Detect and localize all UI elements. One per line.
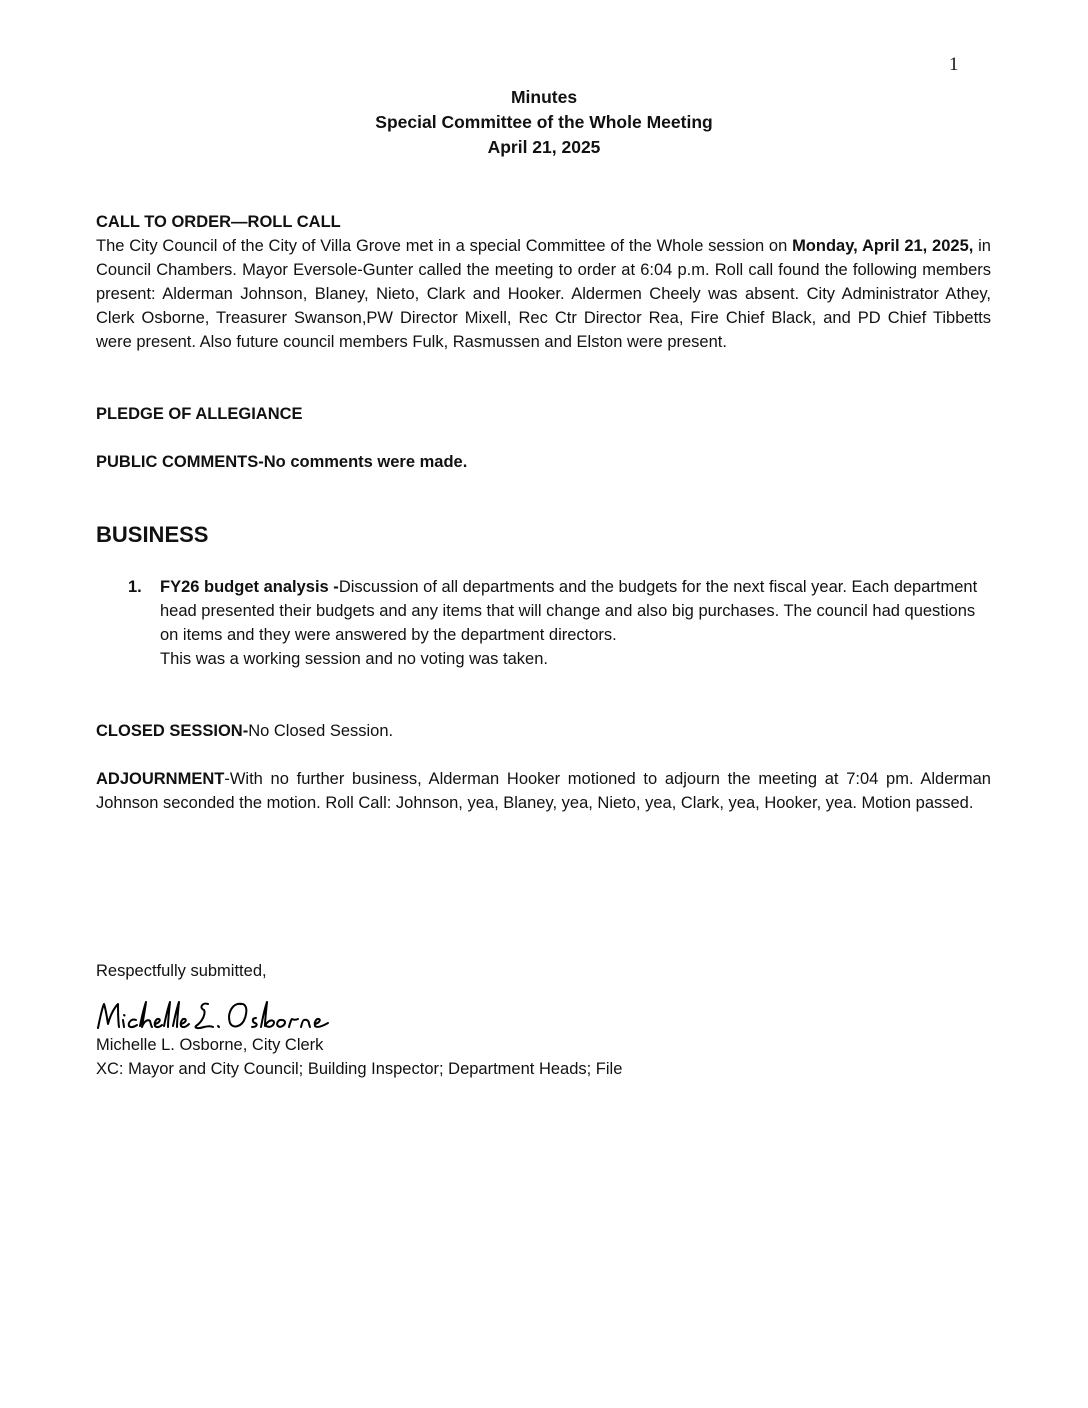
document-header [0, 85, 1088, 160]
adjournment-heading: ADJOURNMENT [96, 770, 225, 788]
business-heading: BUSINESS [96, 522, 209, 547]
meeting-name: Special Committee of the Whole Meeting [375, 112, 713, 132]
call-to-order-text [96, 234, 991, 354]
public-comments-heading: PUBLIC COMMENTS-No comments were made. [96, 453, 468, 471]
pledge-section [96, 402, 991, 426]
clerk-name-title: Michelle L. Osborne, City Clerk [96, 1036, 324, 1054]
call-to-order-text-2: in Council Chambers. Mayor Eversole-Gunter called the meeting to order at 6:04 p.m. Roll call found the following members present: Alderman Johnson, Blaney, Nieto, Clark and Hooker. Aldermen Cheely was absent. City Administrator Athey, Clerk Osborne, Treasurer Swanson,PW Director Mixell, Rec Ctr Director Rea, Fire Chief Black, and PD Chief Tibbetts were present. Also future council members Fulk, Rasmussen and Elston were present. [96, 237, 991, 351]
closed-session-text: No Closed Session. [248, 722, 394, 740]
business-item-text [160, 575, 978, 647]
business-item-number: 1. [128, 578, 142, 596]
handwritten-signature [96, 996, 346, 1038]
clerk-signature-block [96, 1033, 991, 1081]
closed-session-heading: CLOSED SESSION- [96, 722, 249, 740]
respectfully-submitted: Respectfully submitted, [96, 962, 267, 980]
call-to-order-section [96, 210, 991, 354]
public-comments-section [96, 450, 991, 474]
page-number: 1 [949, 54, 959, 75]
cc-list: XC: Mayor and City Council; Building Inspector; Department Heads; File [96, 1060, 623, 1078]
closed-session-section [96, 719, 991, 743]
meeting-date: April 21, 2025 [487, 137, 601, 157]
pledge-heading: PLEDGE OF ALLEGIANCE [96, 405, 303, 423]
business-item-title: FY26 budget analysis - [160, 578, 339, 596]
business-item-body [160, 575, 978, 671]
call-to-order-date: Monday, April 21, 2025, [792, 237, 974, 255]
call-to-order-text-1: The City Council of the City of Villa Grove met in a special Committee of the Whole session on [96, 237, 793, 255]
call-to-order-heading: CALL TO ORDER—ROLL CALL [96, 213, 341, 231]
document-title: Minutes [510, 87, 578, 107]
business-item [128, 575, 978, 671]
adjournment-section [96, 767, 991, 815]
business-item-note: This was a working session and no voting was taken. [160, 650, 548, 668]
business-item-description: Discussion of all departments and the budgets for the next fiscal year. Each department head presented their budgets and any items that will change and also big purchases. The council had questions on items and they were answered by the department directors. [160, 578, 978, 644]
adjournment-text: -With no further business, Alderman Hooker motioned to adjourn the meeting at 7:04 pm. Alderman Johnson seconded the motion. Roll Call: Johnson, yea, Blaney, yea, Nieto, yea, Clark, yea, Hooker, yea. Motion passed. [96, 770, 991, 812]
